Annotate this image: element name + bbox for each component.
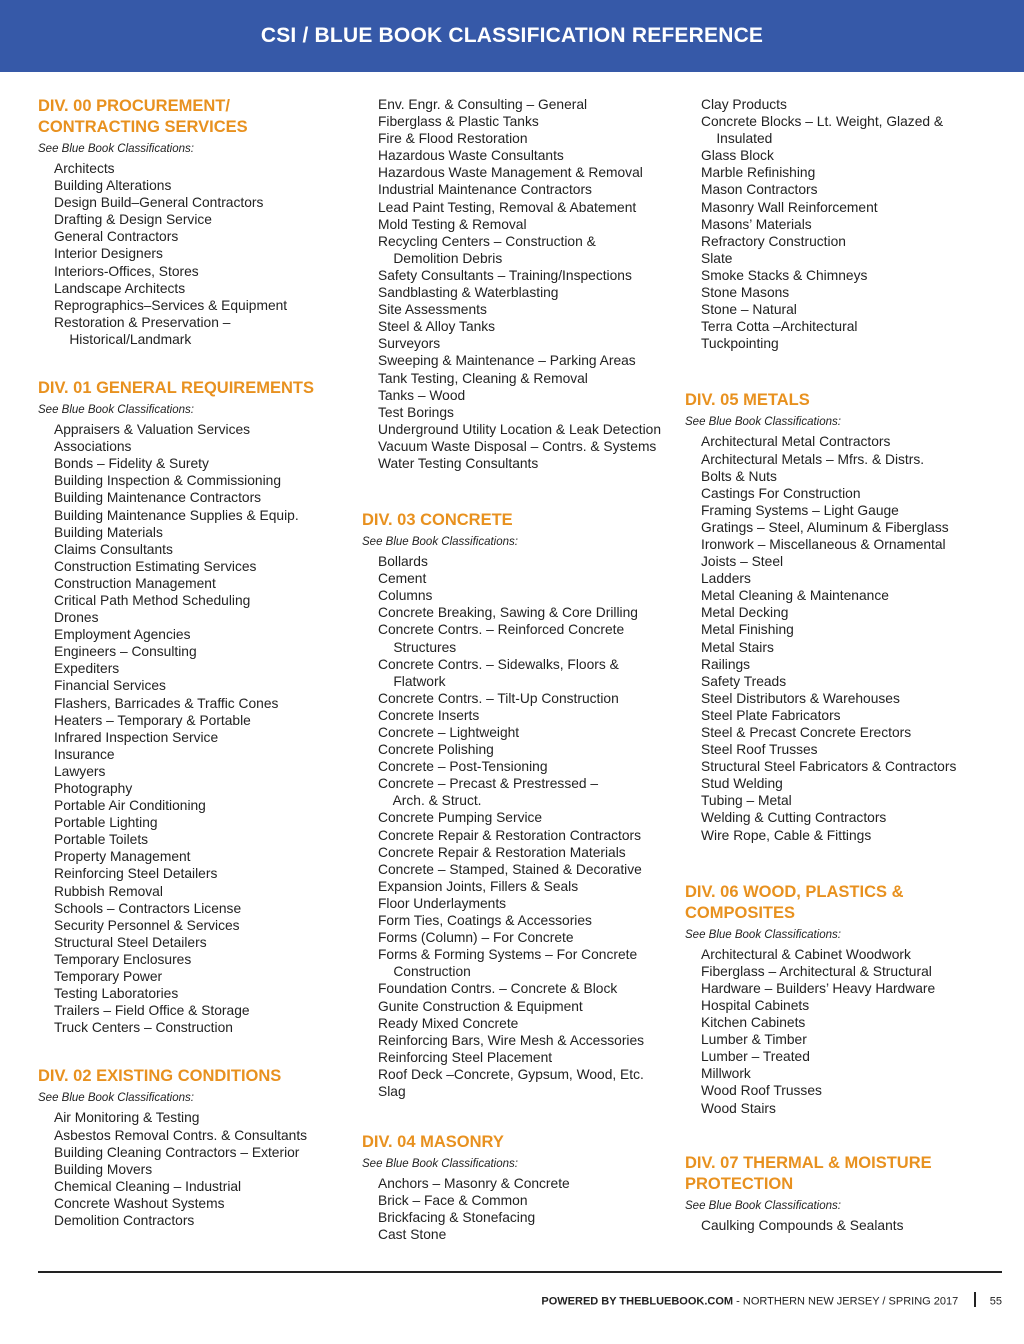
classification-list [685,433,995,843]
classification-item: Stone – Natural [701,302,797,318]
header-banner [0,0,1024,72]
page-title: CSI / BLUE BOOK CLASSIFICATION REFERENCE [260,24,764,47]
classification-item: Clay Products [701,97,787,112]
classification-list [685,1217,995,1234]
classification-item: Ironwork – Miscellaneous & Ornamental [701,536,946,552]
classification-item: Portable Lighting [54,815,158,831]
classification-item: Drones [54,610,99,626]
classification-item: Caulking Compounds & Sealants [701,1217,904,1233]
section-gap [685,352,995,390]
classification-item: Building Inspection & Commissioning [54,473,281,489]
classification-item: Design Build–General Contractors [54,195,264,211]
classification-item: Sandblasting & Waterblasting [378,285,559,301]
classification-item: Steel Plate Fabricators [701,707,841,723]
classification-item: Architects [54,161,115,176]
classification-item: Metal Decking [701,605,789,621]
classification-item: Expediters [54,661,120,677]
classification-item: Fiberglass – Architectural & Structural [701,963,932,979]
classification-item: Financial Services [54,678,166,694]
classification-item: Trailers – Field Office & Storage [54,1003,250,1019]
classification-item: Temporary Enclosures [54,951,192,967]
classification-item: Testing Laboratories [54,986,179,1002]
classification-item: Claims Consultants [54,541,173,557]
see-classifications-label: See Blue Book Classifications: [362,536,518,549]
classification-item: Structural Steel Detailers [54,934,207,950]
classification-item: Wire Rope, Cable & Fittings [701,827,872,843]
column-2 [362,96,672,1243]
classification-item: Air Monitoring & Testing [54,1110,200,1126]
classification-item: Tank Testing, Cleaning & Removal [378,370,588,386]
classification-item: Fiberglass & Plastic Tanks [378,114,539,130]
classification-item: Site Assessments [378,302,487,318]
classification-item: Forms & Forming Systems – For Concrete [378,947,638,963]
section [685,390,995,843]
classification-item: Env. Engr. & Consulting – General [378,97,588,112]
classification-item: Flatwork [378,673,446,689]
classification-item: Water Testing Consultants [378,455,539,471]
classification-item: Marble Refinishing [701,165,816,181]
classification-item: Concrete Breaking, Sawing & Core Drilling [378,605,638,621]
classification-item: Structures [378,639,457,655]
classification-item: Portable Air Conditioning [54,798,206,814]
classification-item: Bollards [378,554,428,570]
section-gap [685,844,995,882]
classification-item: Lumber & Timber [701,1032,807,1048]
classification-item: Demolition Contractors [54,1212,195,1228]
footer-powered-by: POWERED BY THEBLUEBOOK.COM [541,1295,734,1308]
section [362,96,672,472]
classification-item: Ladders [701,571,751,587]
classification-item: Surveyors [378,336,441,352]
classification-item: Appraisers & Valuation Services [54,422,251,438]
division-title: DIV. 07 THERMAL & MOISTURE PROTECTION [685,1153,932,1193]
see-classifications-label: See Blue Book Classifications: [38,404,194,417]
classification-item: Hazardous Waste Consultants [378,148,564,164]
classification-item: Concrete Repair & Restoration Materials [378,844,626,860]
classification-item: Cast Stone [378,1227,447,1243]
footer-edition: - NORTHERN NEW JERSEY / SPRING 2017 [733,1295,959,1308]
classification-item: Stone Masons [701,285,790,301]
division-title: DIV. 00 PROCUREMENT/ CONTRACTING SERVICES [38,97,248,136]
classification-item: Stud Welding [701,776,783,792]
classification-item: General Contractors [54,229,179,245]
section [38,1066,338,1229]
classification-item: Bolts & Nuts [701,468,777,484]
classification-item: Construction Estimating Services [54,558,257,574]
classification-item: Concrete Contrs. – Reinforced Concrete [378,622,625,638]
column-3 [685,96,995,1234]
footer-rule [38,1271,1002,1273]
classification-item: Concrete Contrs. – Tilt-Up Construction [378,690,619,706]
footer [0,1294,1002,1309]
see-classifications-label: See Blue Book Classifications: [685,928,841,941]
classification-item: Arch. & Struct. [378,793,482,809]
classification-list [362,1175,672,1243]
section-gap [362,472,672,510]
section [685,1153,995,1234]
classification-item: Brick – Face & Common [378,1193,528,1209]
classification-item: Demolition Debris [378,250,503,266]
classification-list [362,553,672,1100]
classification-item: Masons’ Materials [701,216,812,232]
classification-item: Historical/Landmark [54,331,192,347]
classification-item: Architectural Metal Contractors [701,434,891,450]
classification-item: Steel & Precast Concrete Erectors [701,725,912,740]
classification-item: Restoration & Preservation – [54,314,231,330]
classification-item: Security Personnel & Services [54,917,240,933]
classification-item: Roof Deck –Concrete, Gypsum, Wood, Etc. [378,1066,644,1082]
see-classifications-label: See Blue Book Classifications: [685,1199,841,1212]
classification-item: Architectural & Cabinet Woodwork [701,946,911,962]
classification-item: Form Ties, Coatings & Accessories [378,913,592,929]
footer-separator [974,1292,976,1307]
classification-item: Fire & Flood Restoration [378,131,528,147]
classification-list [685,946,995,1117]
classification-item: Lawyers [54,763,106,779]
classification-item: Concrete Blocks – Lt. Weight, Glazed & [701,114,944,130]
division-title: DIV. 05 METALS [685,391,810,410]
classification-item: Photography [54,781,133,796]
classification-item: Test Borings [378,404,454,420]
classification-item: Truck Centers – Construction [54,1020,233,1036]
classification-item: Portable Toilets [54,832,149,848]
classification-item: Hazardous Waste Management & Removal [378,165,643,181]
classification-item: Industrial Maintenance Contractors [378,182,592,198]
division-title: DIV. 04 MASONRY [362,1133,504,1152]
classification-item: Landscape Architects [54,280,186,296]
classification-item: Steel Distributors & Warehouses [701,690,900,706]
classification-item: Safety Consultants – Training/Inspections [378,267,632,283]
classification-item: Structural Steel Fabricators & Contractors [701,759,957,775]
classification-item: Steel Roof Trusses [701,742,818,758]
classification-item: Building Cleaning Contractors – Exterior [54,1144,300,1160]
classification-item: Building Movers [54,1161,153,1177]
classification-item: Glass Block [701,148,774,164]
classification-item: Kitchen Cabinets [701,1015,806,1031]
classification-item: Reinforcing Steel Detailers [54,866,218,882]
section [38,96,338,348]
classification-item: Millwork [701,1066,751,1082]
classification-item: Building Maintenance Contractors [54,490,262,506]
classification-item: Metal Finishing [701,622,794,638]
classification-item: Reprographics–Services & Equipment [54,297,288,313]
classification-item: Joists – Steel [701,554,784,570]
classification-item: Brickfacing & Stonefacing [378,1210,536,1226]
classification-item: Expansion Joints, Fillers & Seals [378,878,579,894]
classification-item: Tanks – Wood [378,387,466,403]
section-gap [38,1036,338,1066]
classification-item: Framing Systems – Light Gauge [701,502,899,518]
classification-item: Building Alterations [54,178,172,194]
see-classifications-label: See Blue Book Classifications: [362,1158,518,1171]
classification-item: Castings For Construction [701,485,861,501]
classification-item: Architectural Metals – Mfrs. & Distrs. [701,451,925,467]
see-classifications-label: See Blue Book Classifications: [38,143,194,155]
classification-item: Metal Stairs [701,639,774,655]
classification-item: Building Maintenance Supplies & Equip. [54,507,299,523]
classification-item: Construction Management [54,575,216,591]
classification-item: Bonds – Fidelity & Surety [54,456,209,472]
classification-item: Ready Mixed Concrete [378,1015,519,1031]
section-gap [362,1100,672,1132]
see-classifications-label: See Blue Book Classifications: [38,1092,194,1105]
classification-item: Forms (Column) – For Concrete [378,930,574,946]
classification-item: Welding & Cutting Contractors [701,810,887,826]
classification-item: Wood Roof Trusses [701,1083,822,1099]
classification-list [38,1109,338,1229]
classification-item: Concrete Polishing [378,742,494,758]
classification-item: Smoke Stacks & Chimneys [701,267,868,283]
classification-item: Steel & Alloy Tanks [378,319,496,335]
division-title: DIV. 01 GENERAL REQUIREMENTS [38,379,314,398]
classification-item: Vacuum Waste Disposal – Contrs. & Systems [378,438,657,454]
classification-item: Underground Utility Location & Leak Detection [378,421,661,437]
classification-item: Tubing – Metal [701,793,792,809]
classification-item: Slag [378,1083,406,1099]
classification-item: Lead Paint Testing, Removal & Abatement [378,199,637,215]
classification-item: Concrete – Lightweight [378,725,520,740]
classification-item: Metal Cleaning & Maintenance [701,588,889,604]
division-title: DIV. 06 WOOD, PLASTICS & COMPOSITES [685,882,904,922]
classification-item: Concrete Pumping Service [378,810,543,826]
classification-item: Concrete Contrs. – Sidewalks, Floors & [378,656,619,672]
classification-item: Chemical Cleaning – Industrial [54,1178,242,1194]
classification-item: Employment Agencies [54,627,191,643]
classification-list [38,421,338,1036]
section-gap [38,348,338,378]
classification-item: Associations [54,439,132,455]
classification-item: Asbestos Removal Contrs. & Consultants [54,1127,308,1143]
page-number: 55 [989,1295,1002,1308]
classification-item: Interior Designers [54,246,163,262]
classification-item: Drafting & Design Service [54,212,212,228]
classification-item: Concrete – Post-Tensioning [378,759,548,775]
section [38,378,338,1036]
classification-item: Lumber – Treated [701,1049,810,1065]
classification-item: Concrete Repair & Restoration Contractors [378,827,642,843]
classification-item: Temporary Power [54,969,163,985]
column-1 [38,96,338,1229]
classification-item: Rubbish Removal [54,883,163,899]
classification-item: Concrete Inserts [378,707,480,723]
classification-item: Concrete Washout Systems [54,1195,225,1211]
classification-item: Concrete – Stamped, Stained & Decorative [378,861,642,877]
division-title: DIV. 02 EXISTING CONDITIONS [38,1067,282,1086]
classification-item: Gunite Construction & Equipment [378,998,583,1014]
section [362,1132,672,1243]
classification-list [362,96,672,472]
classification-item: Anchors – Masonry & Concrete [378,1176,570,1192]
classification-item: Columns [378,588,433,604]
classification-item: Wood Stairs [701,1100,776,1116]
see-classifications-label: See Blue Book Classifications: [685,416,841,429]
classification-item: Construction [378,964,471,980]
section-gap [685,1117,995,1153]
classification-item: Infrared Inspection Service [54,729,219,745]
classification-item: Recycling Centers – Construction & [378,233,596,249]
classification-item: Slate [701,250,733,266]
classification-list [685,96,995,352]
classification-item: Reinforcing Bars, Wire Mesh & Accessories [378,1032,645,1048]
classification-item: Gratings – Steel, Aluminum & Fiberglass [701,519,949,535]
classification-item: Concrete – Precast & Prestressed – [378,776,599,792]
classification-item: Floor Underlayments [378,895,507,911]
classification-item: Tuckpointing [701,336,779,352]
classification-item: Heaters – Temporary & Portable [54,712,251,728]
classification-item: Cement [378,571,427,587]
classification-item: Mason Contractors [701,182,818,198]
classification-item: Engineers – Consulting [54,644,197,660]
section [685,882,995,1117]
classification-item: Critical Path Method Scheduling [54,592,251,608]
classification-item: Railings [701,656,751,672]
classification-item: Sweeping & Maintenance – Parking Areas [378,353,636,369]
classification-item: Terra Cotta –Architectural [701,319,858,335]
classification-item: Property Management [54,849,191,865]
classification-item: Insurance [54,746,115,762]
classification-item: Masonry Wall Reinforcement [701,199,878,215]
section [685,96,995,352]
classification-item: Foundation Contrs. – Concrete & Block [378,981,618,997]
classification-item: Reinforcing Steel Placement [378,1049,553,1065]
classification-item: Hardware – Builders’ Heavy Hardware [701,980,936,996]
classification-item: Building Materials [54,524,163,540]
classification-item: Safety Treads [701,673,787,689]
classification-item: Flashers, Barricades & Traffic Cones [54,695,279,711]
classification-item: Refractory Construction [701,233,846,249]
classification-item: Interiors-Offices, Stores [54,263,199,279]
classification-item: Hospital Cabinets [701,997,810,1013]
classification-item: Insulated [701,131,773,147]
division-title: DIV. 03 CONCRETE [362,511,513,530]
classification-item: Schools – Contractors License [54,900,242,916]
section [362,510,672,1100]
classification-item: Mold Testing & Removal [378,216,527,232]
classification-list [38,160,338,348]
